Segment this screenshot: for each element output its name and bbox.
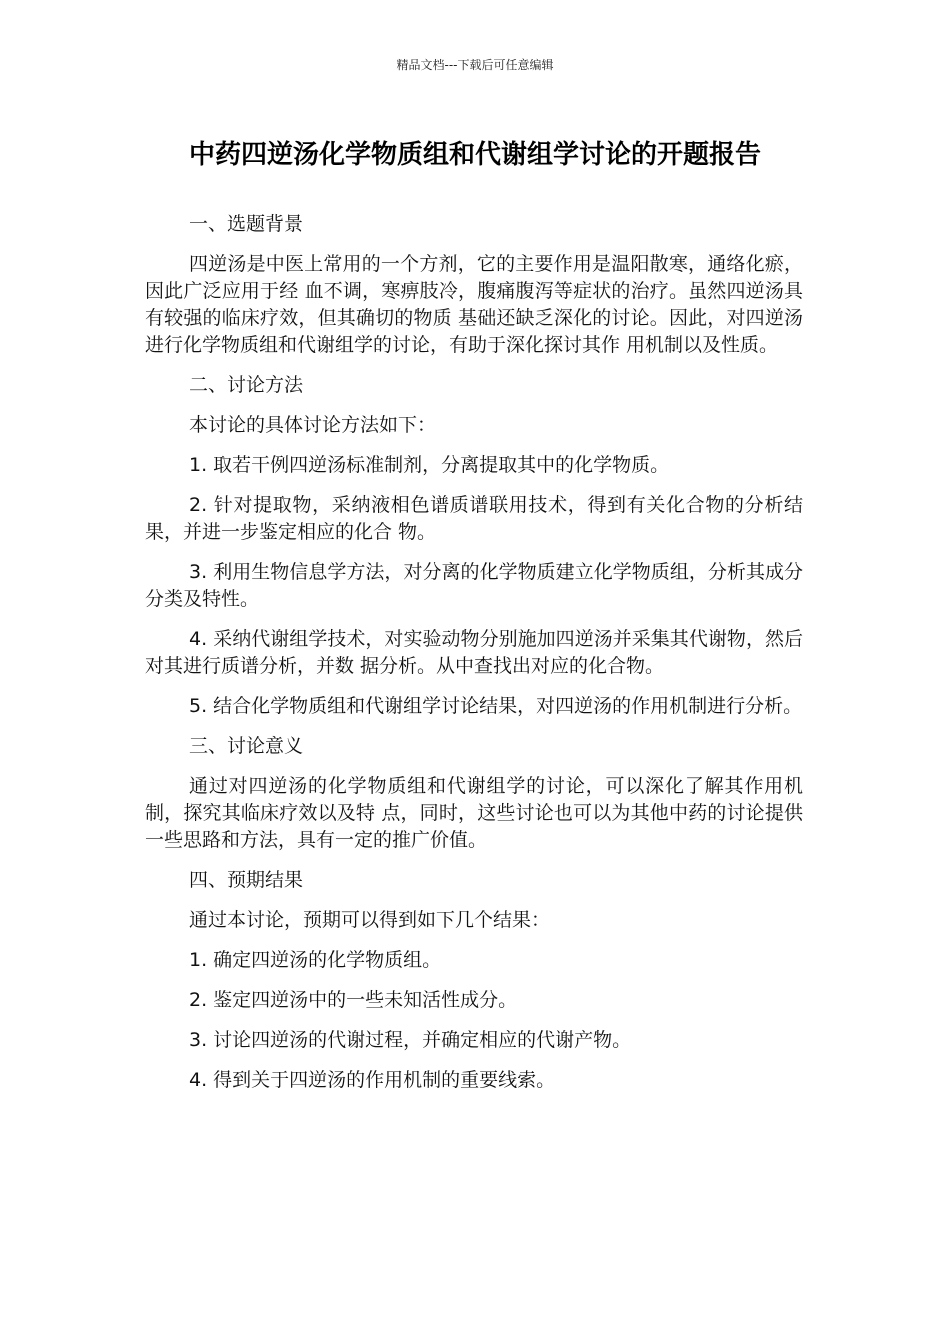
header-note: 精品文档---下载后可任意编辑 [396, 58, 554, 72]
expected-results-intro: 通过本讨论，预期可以得到如下几个结果： [189, 909, 551, 931]
section-heading-expected-results: 四、预期结果 [189, 869, 304, 891]
methods-item: 3. 利用生物信息学方法，对分离的化学物质建立化学物质组，分析其成分分类及特性。 [145, 561, 803, 610]
document-body [145, 211, 803, 1107]
section-heading-significance: 三、讨论意义 [189, 735, 304, 757]
expected-results-item: 4. 得到关于四逆汤的作用机制的重要线索。 [189, 1069, 556, 1091]
methods-item: 2. 针对提取物，采纳液相色谱质谱联用技术，得到有关化合物的分析结果，并进一步鉴定相应的化合 物。 [145, 494, 803, 543]
section-heading-background: 一、选题背景 [189, 213, 304, 235]
expected-results-item: 3. 讨论四逆汤的代谢过程，并确定相应的代谢产物。 [189, 1029, 632, 1051]
methods-intro: 本讨论的具体讨论方法如下： [189, 414, 437, 436]
background-paragraph: 四逆汤是中医上常用的一个方剂，它的主要作用是温阳散寒，通络化瘀，因此广泛应用于经 血不调，寒痹肢冷，腹痛腹泻等症状的治疗。虽然四逆汤具有较强的临床疗效，但其确切的物质 基础还缺乏深化的讨论。因此，对四逆汤进行化学物质组和代谢组学的讨论，有助于深化探讨其作 用机制以及性质。 [145, 253, 803, 356]
methods-item: 5. 结合化学物质组和代谢组学讨论结果，对四逆汤的作用机制进行分析。 [189, 695, 803, 717]
expected-results-item: 2. 鉴定四逆汤中的一些未知活性成分。 [189, 989, 518, 1011]
expected-results-item: 1. 确定四逆汤的化学物质组。 [189, 949, 442, 971]
document-title: 中药四逆汤化学物质组和代谢组学讨论的开题报告 [188, 140, 761, 170]
section-heading-methods: 二、讨论方法 [189, 374, 304, 396]
methods-item: 4. 采纳代谢组学技术，对实验动物分别施加四逆汤并采集其代谢物，然后对其进行质谱分析，并数 据分析。从中查找出对应的化合物。 [145, 628, 803, 677]
methods-item: 1. 取若干例四逆汤标准制剂，分离提取其中的化学物质。 [189, 454, 670, 476]
significance-paragraph: 通过对四逆汤的化学物质组和代谢组学的讨论，可以深化了解其作用机制，探究其临床疗效以及特 点，同时，这些讨论也可以为其他中药的讨论提供一些思路和方法，具有一定的推广价值。 [145, 775, 803, 851]
